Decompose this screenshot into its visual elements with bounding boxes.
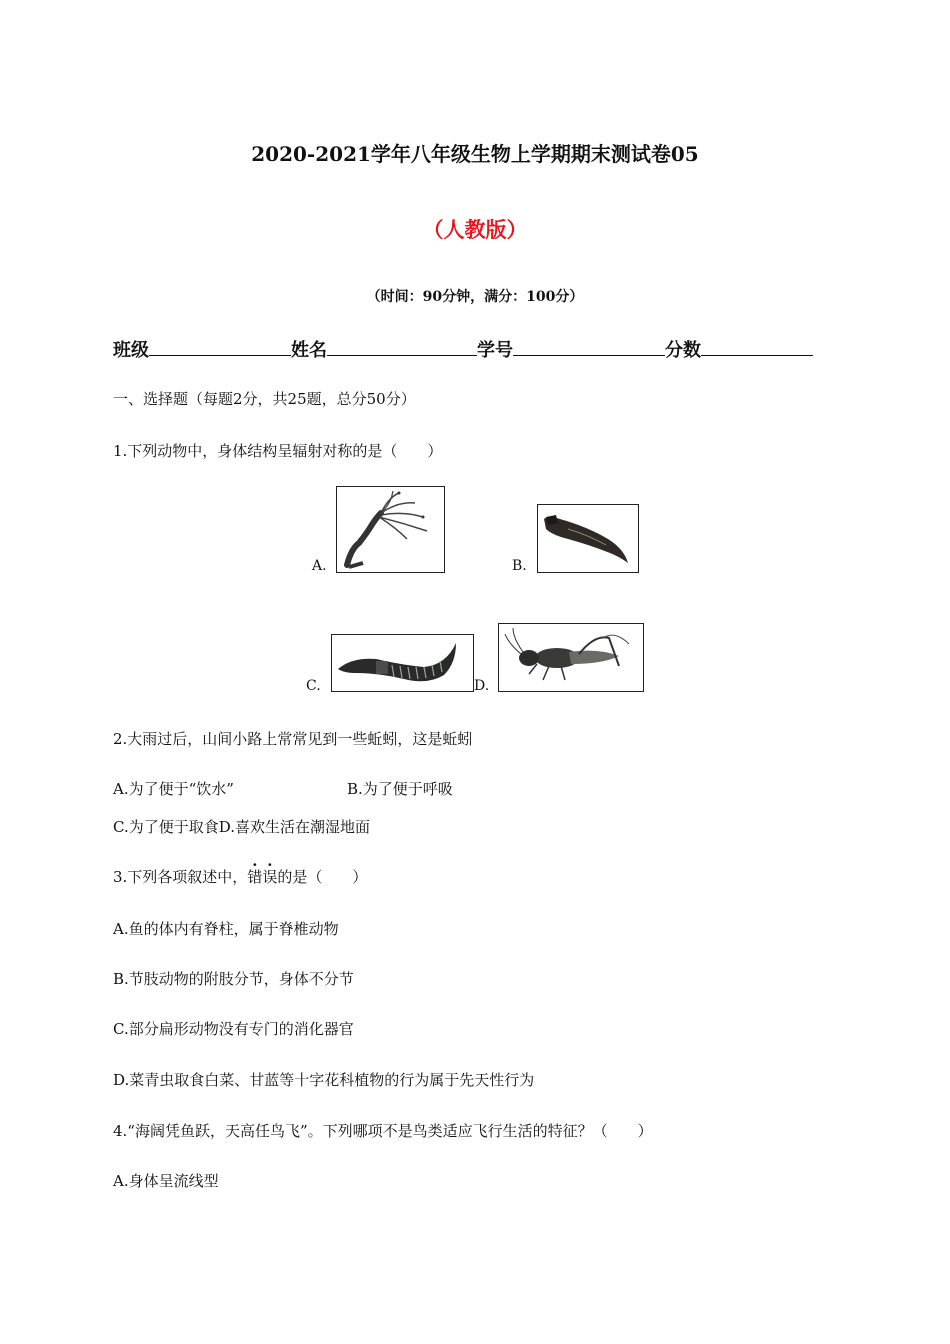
section1-heading: 一、选择题（每题2分，共25题，总分50分）	[113, 390, 416, 408]
q1-option-a-label: A.	[312, 558, 327, 574]
q3-text-before: 3.下列各项叙述中，	[113, 868, 248, 886]
student-info-line	[113, 336, 813, 362]
q1-option-d-label: D.	[474, 678, 490, 694]
score-blank[interactable]	[701, 337, 813, 356]
q1-option-d-image[interactable]	[498, 623, 644, 692]
q3-option-c: C.部分扁形动物没有专门的消化器官	[113, 1020, 354, 1038]
q2-option-b: B.为了便于呼吸	[347, 780, 453, 798]
q3-text-after: 的是（ ）	[277, 868, 368, 886]
edition-open-paren: （	[422, 217, 444, 242]
q2-option-cd: C.为了便于取食D.喜欢生活在潮湿地面	[113, 818, 370, 836]
q1-option-a-image[interactable]	[336, 486, 445, 573]
q4-option-a: A.身体呈流线型	[113, 1172, 219, 1190]
edition-name: 人教版	[443, 217, 507, 242]
q2-option-a: A.为了便于“饮水”	[113, 780, 234, 798]
q2-text: 2.大雨过后，山间小路上常常见到一些蚯蚓，这是蚯蚓	[113, 730, 473, 748]
class-blank[interactable]	[149, 337, 291, 356]
score-label: 分数	[665, 340, 701, 361]
id-label: 学号	[477, 340, 513, 361]
grasshopper-icon	[499, 624, 643, 691]
q1-option-b-image[interactable]	[537, 504, 639, 573]
name-label: 姓名	[291, 340, 327, 361]
q3-option-b: B.节肢动物的附肢分节，身体不分节	[113, 970, 354, 988]
earthworm-icon	[332, 635, 473, 691]
q1-option-b-label: B.	[512, 558, 527, 574]
q3-option-a: A.鱼的体内有脊柱，属于脊椎动物	[113, 920, 339, 938]
class-label: 班级	[113, 340, 149, 361]
exam-title: 2020-2021学年八年级生物上学期期末测试卷05	[251, 142, 699, 166]
time-info: （时间：90分钟，满分：100分）	[366, 289, 584, 305]
edition-label	[0, 214, 950, 244]
q3-text	[113, 866, 367, 887]
edition-close-paren: ）	[506, 217, 528, 242]
q3-option-d: D.菜青虫取食白菜、甘蓝等十字花科植物的行为属于先天性行为	[113, 1071, 535, 1089]
leech-icon	[538, 505, 638, 572]
hydra-icon	[337, 487, 444, 572]
q3-emphasis-char-2: 误	[262, 868, 278, 886]
q1-text: 1.下列动物中，身体结构呈辐射对称的是（ ）	[113, 442, 443, 460]
q1-option-c-image[interactable]	[331, 634, 474, 692]
q3-emphasis-char-1: 错	[247, 868, 263, 886]
q4-text: 4.“海阔凭鱼跃，天高任鸟飞”。下列哪项不是鸟类适应飞行生活的特征？（ ）	[113, 1122, 653, 1140]
name-blank[interactable]	[327, 337, 477, 356]
q1-option-c-label: C.	[306, 678, 321, 694]
id-blank[interactable]	[513, 337, 665, 356]
